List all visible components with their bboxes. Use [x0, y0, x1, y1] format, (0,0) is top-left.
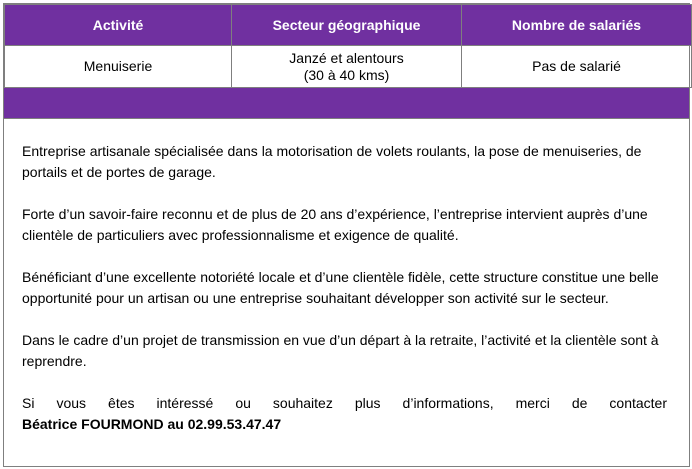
contact-intro: Si vous êtes intéressé ou souhaitez plus d’informations, merci de contacter — [22, 395, 667, 411]
description-paragraph: Forte d’un savoir-faire reconnu et de plus de 20 ans d’expérience, l’entreprise intervient auprès d’une clientèle de particuliers avec professionnalisme et exigence de qualité. — [22, 206, 648, 243]
business-listing — [3, 3, 690, 467]
header-sector: Secteur géographique — [232, 5, 462, 46]
section-divider-band — [4, 88, 689, 119]
sector-area: Janzé et alentours — [289, 49, 404, 66]
cell-sector — [232, 46, 462, 88]
header-activity: Activité — [5, 5, 232, 46]
description-block — [4, 119, 689, 435]
header-employees: Nombre de salariés — [462, 5, 692, 46]
table-header-row — [5, 5, 692, 46]
cell-activity: Menuiserie — [5, 46, 232, 88]
contact-name-phone: Béatrice FOURMOND au 02.99.53.47.47 — [22, 416, 282, 432]
sector-radius: (30 à 40 kms) — [303, 66, 390, 83]
info-table — [4, 4, 692, 88]
description-paragraph: Dans le cadre d’un projet de transmission en vue d’un départ à la retraite, l’activité et la clientèle sont à reprendre. — [22, 332, 659, 369]
description-paragraph: Entreprise artisanale spécialisée dans la motorisation de volets roulants, la pose de menuiseries, de portails et de portes de garage. — [22, 143, 642, 180]
cell-employees: Pas de salarié — [462, 46, 692, 88]
description-paragraph: Bénéficiant d’une excellente notoriété locale et d’une clientèle fidèle, cette structure constitue une belle opportunité pour un artisan ou une entreprise souhaitant développer son activité sur le secteur. — [22, 269, 659, 306]
table-row — [5, 46, 692, 88]
